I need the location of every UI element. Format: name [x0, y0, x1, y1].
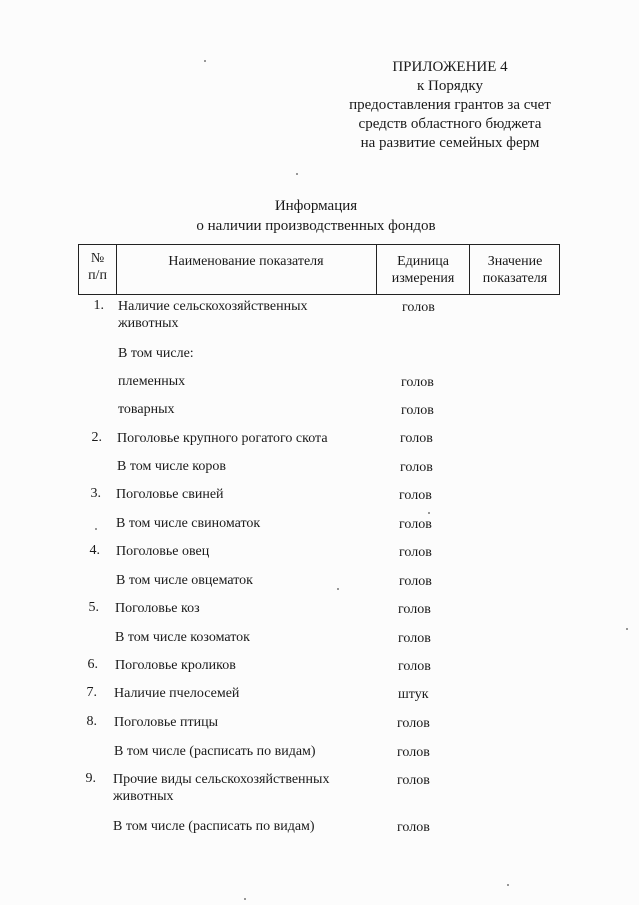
row-unit: голов — [397, 745, 430, 760]
row-number: 4. — [89, 543, 100, 558]
appendix-number: ПРИЛОЖЕНИЕ 4 — [392, 59, 508, 75]
header-unit — [377, 253, 469, 287]
row-number: 7. — [86, 685, 97, 700]
row-unit: голов — [399, 488, 432, 503]
scan-speck — [337, 588, 339, 590]
header-value — [470, 253, 560, 287]
row-label: Наличие пчелосемей — [114, 686, 240, 701]
row-label: В том числе свиноматок — [116, 516, 261, 531]
table-header — [78, 244, 560, 295]
row-label-line-2: животных — [118, 316, 179, 331]
row-unit: голов — [400, 460, 433, 475]
header-num-line-2: п/п — [88, 268, 107, 283]
row-label — [113, 771, 329, 805]
row-number: 6. — [87, 657, 98, 672]
title-line-1: Информация — [274, 198, 358, 214]
row-label-line-1: Прочие виды сельскохозяйственных — [113, 772, 330, 787]
row-unit: голов — [399, 574, 432, 589]
header-name — [116, 253, 376, 270]
row-label: В том числе (расписать по видам) — [113, 819, 315, 834]
row-label-line-1: Наличие сельскохозяйственных — [118, 299, 308, 314]
row-label: В том числе овцематок — [116, 573, 253, 588]
header-unit-line-2: измерения — [391, 271, 455, 286]
row-unit: штук — [398, 687, 429, 702]
row-label: В том числе: — [118, 346, 194, 361]
row-number: 8. — [86, 714, 97, 729]
document-title — [0, 196, 632, 236]
row-unit: голов — [398, 659, 431, 674]
appendix-desc-3: на развитие семейных ферм — [360, 135, 540, 151]
row-number: 1. — [93, 298, 104, 313]
scan-speck — [428, 512, 430, 514]
scan-speck — [204, 60, 206, 62]
row-unit: голов — [397, 820, 430, 835]
row-unit: голов — [399, 545, 432, 560]
row-label: Поголовье коз — [115, 601, 200, 616]
row-number: 5. — [88, 600, 99, 615]
header-num-line-1: № — [90, 251, 105, 266]
row-unit: голов — [398, 631, 431, 646]
row-label: племенных — [118, 374, 186, 389]
row-label: товарных — [118, 402, 175, 417]
row-unit: голов — [399, 517, 432, 532]
row-label: В том числе коров — [117, 459, 227, 474]
scan-speck — [95, 528, 97, 530]
header-value-line-2: показателя — [482, 271, 548, 286]
scan-speck — [296, 173, 298, 175]
row-number: 9. — [85, 771, 96, 786]
row-number: 3. — [90, 486, 101, 501]
header-num — [79, 250, 116, 284]
appendix-desc-1: предоставления грантов за счет — [349, 97, 551, 113]
appendix-desc-2: средств областного бюджета — [358, 116, 542, 132]
row-unit: голов — [402, 300, 435, 315]
row-label: В том числе (расписать по видам) — [114, 744, 316, 759]
title-line-2: о наличии производственных фондов — [196, 218, 436, 234]
row-label: В том числе козоматок — [115, 630, 250, 645]
row-unit: голов — [400, 431, 433, 446]
row-unit: голов — [397, 716, 430, 731]
header-value-line-1: Значение — [487, 254, 543, 269]
row-label: Поголовье крупного рогатого скота — [117, 431, 328, 446]
row-unit: голов — [401, 403, 434, 418]
header-name-label: Наименование показателя — [168, 254, 324, 269]
row-number: 2. — [91, 430, 102, 445]
row-label: Поголовье овец — [116, 544, 210, 559]
row-label: Поголовье кроликов — [115, 658, 236, 673]
row-unit: голов — [398, 602, 431, 617]
scan-speck — [507, 884, 509, 886]
row-label-line-2: животных — [113, 789, 174, 804]
appendix-ref: к Порядку — [417, 78, 483, 94]
row-unit: голов — [397, 773, 430, 788]
row-label: Поголовье птицы — [114, 715, 219, 730]
scan-speck — [626, 628, 628, 630]
header-unit-line-1: Единица — [397, 254, 449, 269]
row-label — [118, 298, 308, 332]
appendix-header — [330, 58, 570, 153]
row-label: Поголовье свиней — [116, 487, 224, 502]
scan-speck — [244, 898, 246, 900]
row-unit: голов — [401, 375, 434, 390]
